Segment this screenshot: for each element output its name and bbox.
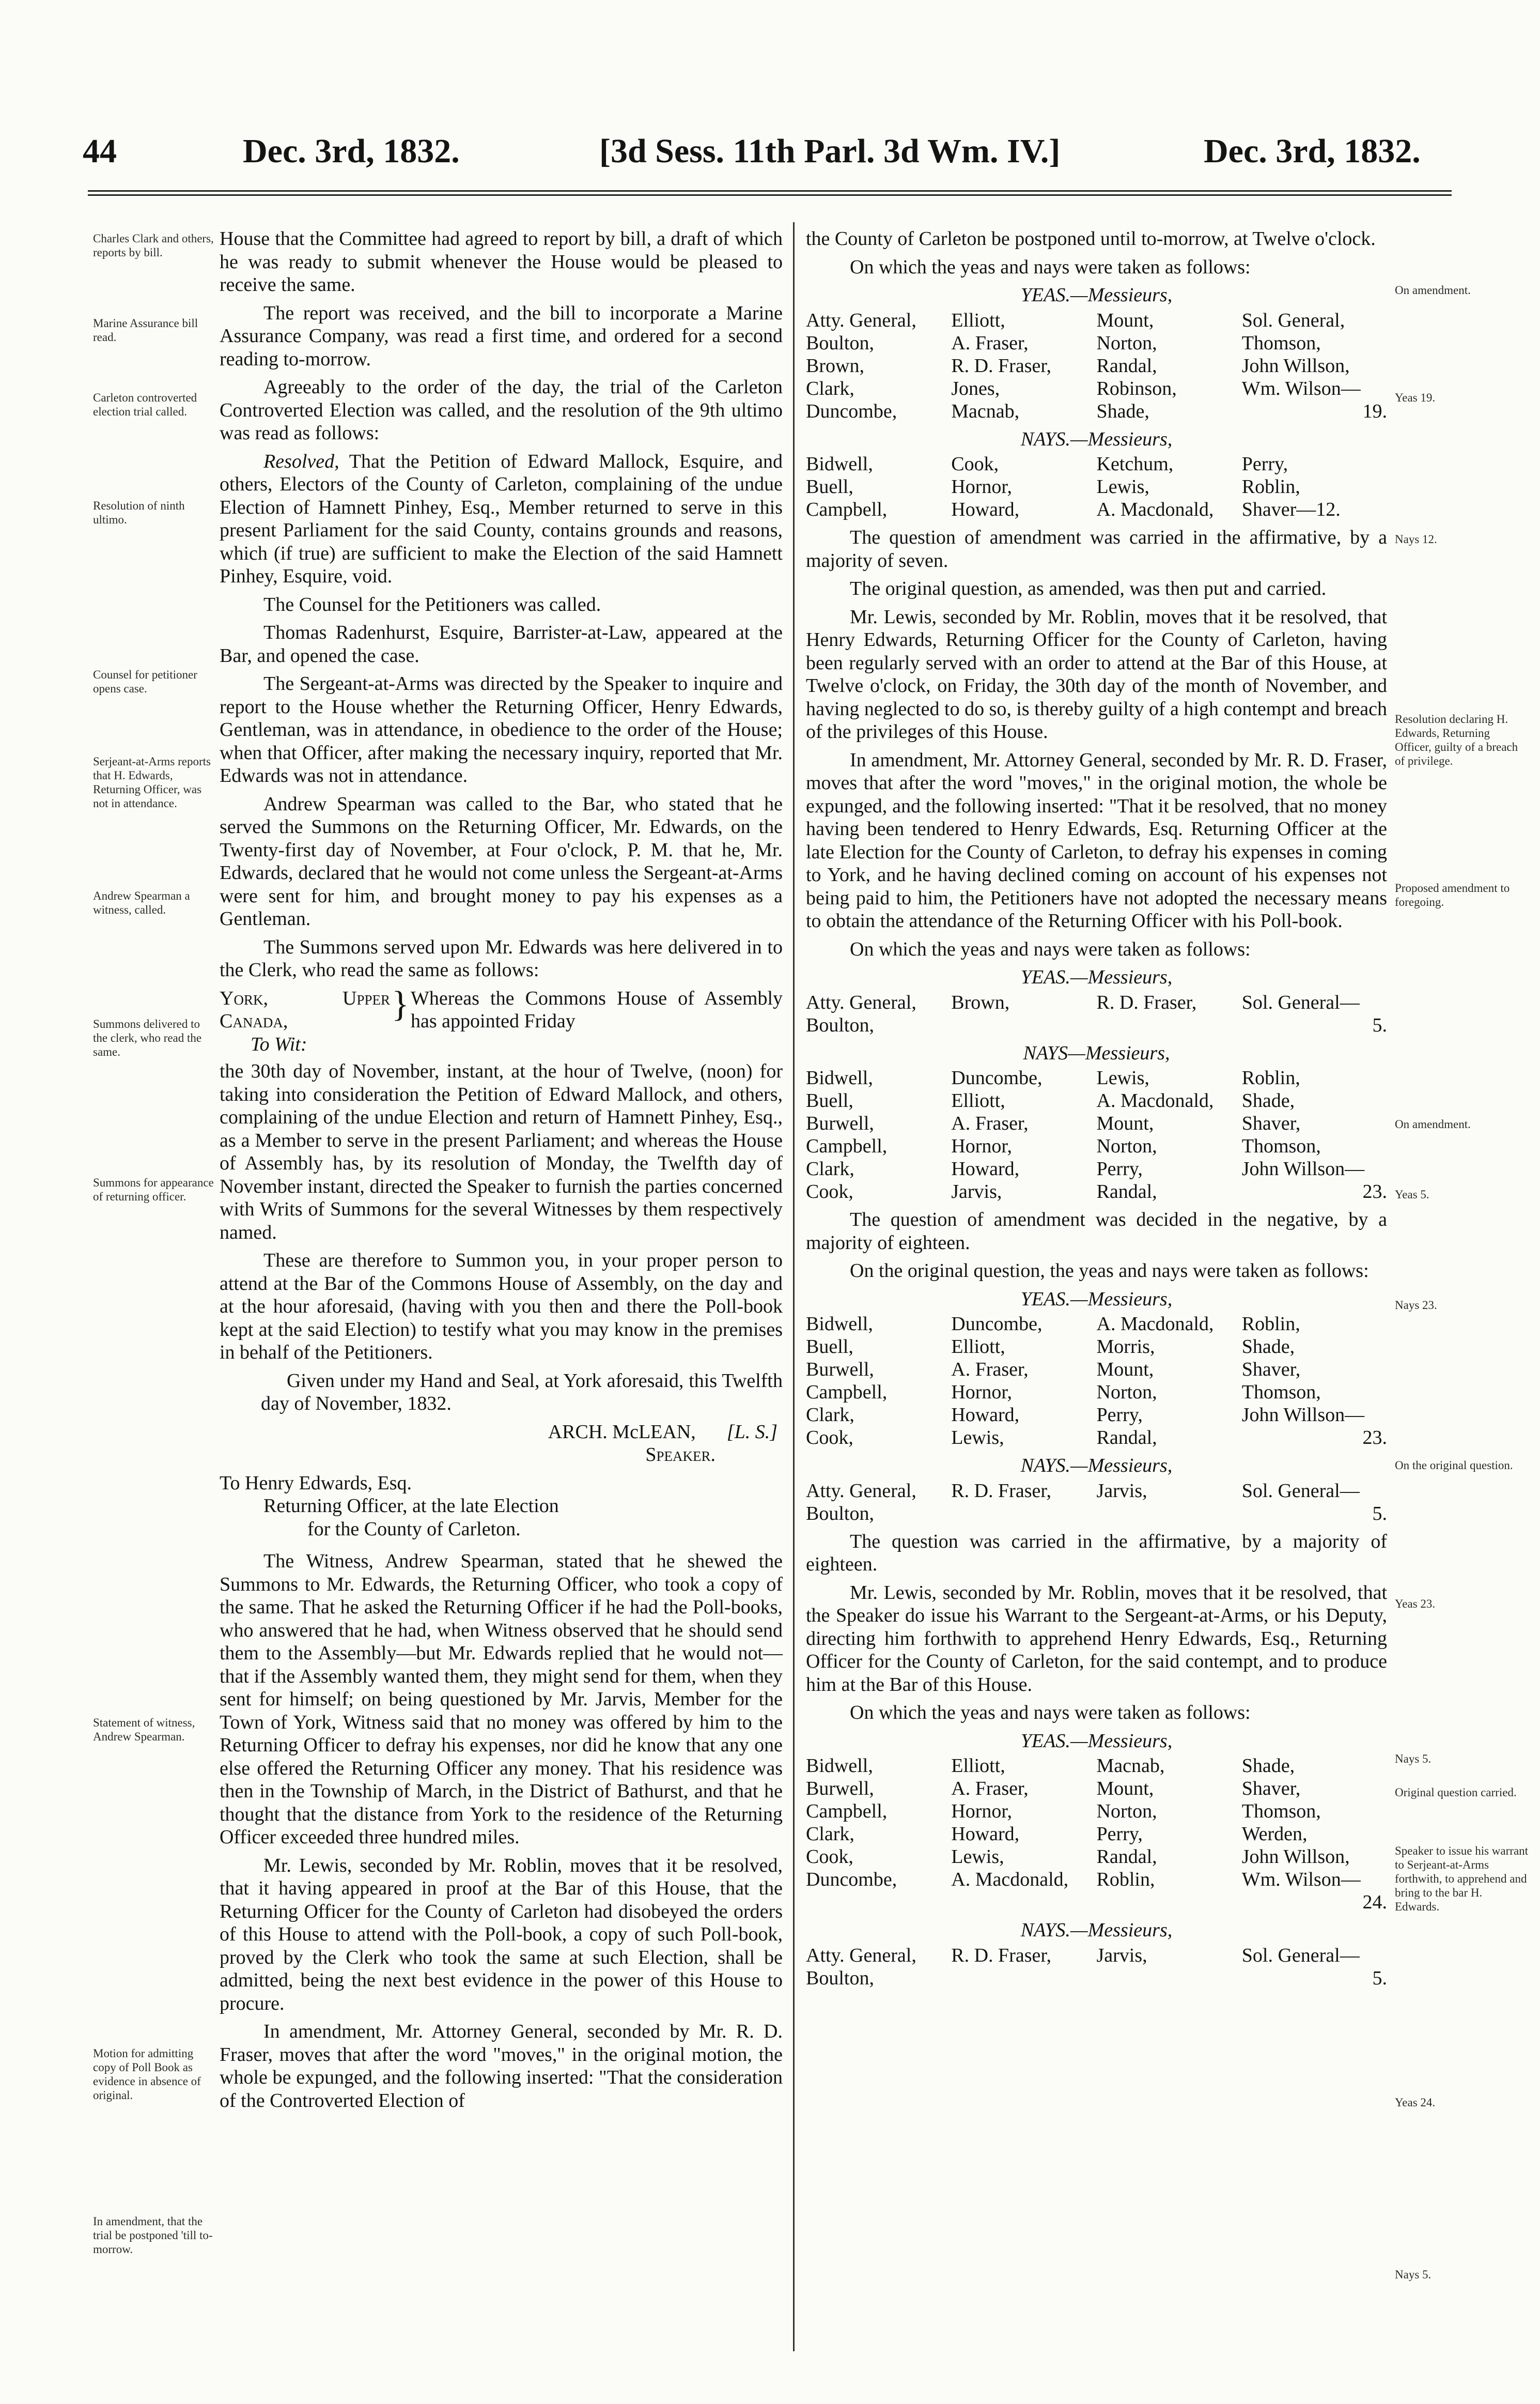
member-name: Randal, bbox=[1096, 1181, 1157, 1203]
member-name: Randal, bbox=[1096, 1427, 1157, 1448]
member-name: Thomson, bbox=[1241, 332, 1321, 354]
vote-row bbox=[806, 1967, 1387, 1990]
member-name: Roblin, bbox=[1241, 476, 1300, 498]
member-name bbox=[951, 1967, 1096, 1990]
paragraph: the County of Carleton be postponed until to-morrow, at Twelve o'clock. bbox=[806, 228, 1376, 250]
vote-row bbox=[806, 1014, 1387, 1037]
header-rule-bottom bbox=[88, 194, 1452, 196]
member-name: Cook, bbox=[806, 1181, 853, 1203]
vote-row bbox=[806, 1426, 1387, 1449]
member-name: Hornor, bbox=[951, 1800, 1012, 1822]
member-name: A. Macdonald, bbox=[1096, 1313, 1214, 1335]
member-name: Hornor, bbox=[951, 476, 1012, 498]
vote-row bbox=[806, 1180, 1387, 1203]
member-name: Randal, bbox=[1096, 355, 1157, 377]
member-name: Sol. General— bbox=[1241, 1480, 1360, 1502]
member-name: 5. bbox=[1372, 1014, 1387, 1036]
summons-to-wit: To Wit: bbox=[251, 1033, 307, 1055]
member-name: Clark, bbox=[806, 377, 854, 399]
member-name: Morris, bbox=[1096, 1336, 1155, 1358]
vote-row bbox=[806, 1112, 1387, 1135]
yeas-heading: YEAS.—Messieurs, bbox=[1020, 966, 1173, 988]
member-name bbox=[951, 1891, 1096, 1914]
member-name: Bidwell, bbox=[806, 453, 873, 475]
member-name: Elliott, bbox=[951, 1336, 1005, 1358]
paragraph: Mr. Lewis, seconded by Mr. Roblin, moves that it be resolved, that the Speaker do issue his Warrant to the Sergeant-at-Arms, or his Deputy, directing him forthwith to apprehend Henry Edwards, Esq., Returning Officer for the County of Carleton, for the said contempt, and to produce him at the Bar of this House. bbox=[806, 1581, 1387, 1696]
member-name: Buell, bbox=[806, 476, 853, 498]
member-name: A. Macdonald, bbox=[951, 1869, 1069, 1890]
member-name: Brown, bbox=[806, 355, 864, 377]
member-name: Sol. General— bbox=[1241, 991, 1360, 1013]
member-name: Ketchum, bbox=[1096, 453, 1174, 475]
member-name: 23. bbox=[1362, 1427, 1387, 1448]
member-name: Cook, bbox=[806, 1427, 853, 1448]
member-name: Perry, bbox=[1096, 1823, 1143, 1845]
member-name: Sol. General— bbox=[1241, 1944, 1360, 1966]
member-name: Jarvis, bbox=[1096, 1944, 1147, 1966]
member-name: Shaver, bbox=[1241, 1778, 1301, 1799]
paragraph: On which the yeas and nays were taken as follows: bbox=[850, 938, 1251, 960]
member-name: Norton, bbox=[1096, 1381, 1157, 1403]
member-name bbox=[951, 1014, 1096, 1037]
signature: ARCH. McLEAN, bbox=[548, 1421, 696, 1443]
member-name: Boulton, bbox=[806, 1502, 874, 1524]
paragraph: Agreeably to the order of the day, the trial of the Carleton Controverted Election was called, and the resolution of the 9th ultimo was read as follows: bbox=[220, 376, 783, 444]
member-name: Campbell, bbox=[806, 1135, 888, 1157]
paragraph: The question of amendment was decided in the negative, by a majority of eighteen. bbox=[806, 1209, 1387, 1254]
member-name: Perry, bbox=[1241, 453, 1288, 475]
vote-row bbox=[806, 1313, 1387, 1335]
margin-note: Original question carried. bbox=[1395, 1786, 1517, 1799]
member-name: Duncombe, bbox=[951, 1313, 1043, 1335]
vote-row bbox=[806, 1777, 1387, 1800]
paragraph: Mr. Lewis, seconded by Mr. Roblin, moves that it be resolved, that it having appeared in proof at the Bar of this House, that the Returning Officer for the County of Carleton had disobeyed the orders of this House to attend with the Poll-book, a copy of such Poll-book, proved by the Clerk who took the same at such Election, shall be admitted, being the next best evidence in the power of this House to procure. bbox=[220, 1854, 783, 2014]
member-name: Buell, bbox=[806, 1336, 853, 1358]
vote-table bbox=[806, 309, 1387, 423]
nays-heading: NAYS.—Messieurs, bbox=[1020, 428, 1173, 450]
member-name: A. Macdonald, bbox=[1096, 1090, 1214, 1112]
member-name: Hornor, bbox=[951, 1135, 1012, 1157]
member-name: Norton, bbox=[1096, 1135, 1157, 1157]
member-name: Cook, bbox=[951, 453, 999, 475]
member-name: Bidwell, bbox=[806, 1313, 873, 1335]
vote-row bbox=[806, 1944, 1387, 1967]
member-name: Mount, bbox=[1096, 1359, 1154, 1380]
member-name: Elliott, bbox=[951, 309, 1005, 331]
member-name: Buell, bbox=[806, 1090, 853, 1112]
vote-row bbox=[806, 1800, 1387, 1823]
member-name: Campbell, bbox=[806, 1800, 888, 1822]
member-name: Clark, bbox=[806, 1158, 854, 1180]
yeas-heading: YEAS.—Messieurs, bbox=[1020, 1288, 1173, 1310]
margin-note: Motion for admitting copy of Poll Book as evidence in absence of original. bbox=[93, 2047, 201, 2102]
member-name: Jarvis, bbox=[1096, 1480, 1147, 1502]
header-session: [3d Sess. 11th Parl. 3d Wm. IV.] bbox=[599, 132, 1061, 170]
member-name: Shade, bbox=[1241, 1090, 1295, 1112]
member-name: Bidwell, bbox=[806, 1755, 873, 1777]
vote-row bbox=[806, 400, 1387, 423]
vote-table bbox=[806, 453, 1387, 521]
vote-row bbox=[806, 309, 1387, 332]
margin-note: In amendment, that the trial be postponed 'till to-morrow. bbox=[93, 2215, 213, 2256]
member-name bbox=[806, 1891, 951, 1914]
member-name: Shaver, bbox=[1241, 1359, 1301, 1380]
member-name: R. D. Fraser, bbox=[951, 355, 1051, 377]
paragraph: On the original question, the yeas and nays were taken as follows: bbox=[850, 1260, 1369, 1282]
member-name: A. Macdonald, bbox=[1096, 499, 1214, 520]
vote-row bbox=[806, 1067, 1387, 1089]
member-name: 23. bbox=[1362, 1181, 1387, 1203]
member-name bbox=[1097, 1014, 1242, 1037]
member-name bbox=[1097, 1502, 1242, 1525]
member-name: Shade, bbox=[1241, 1336, 1295, 1358]
paragraph: The Summons served upon Mr. Edwards was here delivered in to the Clerk, who read the same as follows: bbox=[220, 936, 783, 981]
summons-paragraph: These are therefore to Summon you, in your proper person to attend at the Bar of the Commons House of Assembly, on the day and at the hour aforesaid, (having with you then and there the Poll-book kept at the said Election) to testify what you may know in the premises in behalf of the Petitioners. bbox=[220, 1250, 783, 1363]
member-name: Howard, bbox=[951, 1404, 1020, 1426]
vote-row bbox=[806, 475, 1387, 498]
paragraph: On which the yeas and nays were taken as follows: bbox=[850, 256, 1251, 278]
vote-row bbox=[806, 1335, 1387, 1358]
member-name bbox=[1097, 1967, 1242, 1990]
margin-note: Summons delivered to the clerk, who read the same. bbox=[93, 1018, 202, 1058]
summons-body: the 30th day of November, instant, at the hour of Twelve, (noon) for taking into consideration the Petition of Edward Mallock, and others, complaining of the undue Election and return of Hamnett Pinhey, Esq., as a Member to serve in the present Parliament; and whereas the House of Assembly has, by its resolution of Monday, the Twelfth day of November instant, directed the Speaker to furnish the parties concerned with Writs of Summons for the several Witnesses by them respectively named. bbox=[220, 1060, 783, 1243]
member-name: A. Fraser, bbox=[951, 1778, 1029, 1799]
paragraph: The report was received, and the bill to incorporate a Marine Assurance Company, was read a first time, and ordered for a second reading to-morrow. bbox=[220, 302, 783, 370]
margin-note: Resolution of ninth ultimo. bbox=[93, 499, 185, 526]
page-header bbox=[83, 132, 1452, 178]
vote-table bbox=[806, 991, 1387, 1037]
vote-table bbox=[806, 1067, 1387, 1203]
vote-row bbox=[806, 1480, 1387, 1502]
paragraph: The question was carried in the affirmative, by a majority of eighteen. bbox=[806, 1530, 1387, 1575]
margin-note: Yeas 23. bbox=[1395, 1597, 1436, 1610]
member-name: A. Fraser, bbox=[951, 332, 1029, 354]
summons-heading bbox=[220, 984, 783, 1056]
member-name: A. Fraser, bbox=[951, 1113, 1029, 1134]
member-name: Boulton, bbox=[806, 1967, 874, 1989]
member-name: Atty. General, bbox=[806, 991, 916, 1013]
resolution-paragraph bbox=[220, 450, 783, 588]
member-name: Robinson, bbox=[1096, 377, 1177, 399]
vote-row bbox=[806, 991, 1387, 1014]
margin-note: Nays 5. bbox=[1395, 1752, 1432, 1765]
paragraph: Mr. Lewis, seconded by Mr. Roblin, moves that it be resolved, that Henry Edwards, Returning Officer for the County of Carleton, having been regularly served with an order to attend at the Bar of this House, at Twelve o'clock, on Friday, the 30th day of the month of November, and having neglected to do so, is thereby guilty of a high contempt and breach of the privileges of this House. bbox=[806, 606, 1387, 743]
vote-row bbox=[806, 1823, 1387, 1845]
address-block bbox=[220, 1472, 783, 1541]
member-name: John Willson, bbox=[1241, 355, 1350, 377]
member-name: Lewis, bbox=[1096, 1067, 1149, 1089]
paragraph: Andrew Spearman was called to the Bar, who stated that he served the Summons on the Returning Officer, Mr. Edwards, on the Twenty-first day of November, at Four o'clock, P. M. that he, Mr. Edwards, declared that he would not come unless the Sergeant-at-Arms were sent for him, and brought money to pay his expenses as a Gentleman. bbox=[220, 793, 783, 930]
member-name: R. D. Fraser, bbox=[951, 1944, 1051, 1966]
paragraph: The question of amendment was carried in the affirmative, by a majority of seven. bbox=[806, 527, 1387, 572]
margin-note: On the original question. bbox=[1395, 1459, 1513, 1472]
header-date-left: Dec. 3rd, 1832. bbox=[243, 132, 460, 170]
paragraph: In amendment, Mr. Attorney General, seconded by Mr. R. D. Fraser, moves that after the word "moves," in the original motion, the whole be expunged, and the following inserted: "That it be resolved, that no money having been tendered to Henry Edwards, Esq. Returning Officer at the late Election for the County of Carleton, to defray his expenses in coming to York, and he having declined coming on account of his expenses not being paid to him, the Petitioners have not adopted the necessary means to obtain the attendance of the Returning Officer with his Poll-book. bbox=[806, 749, 1387, 932]
margin-note: Yeas 24. bbox=[1395, 2096, 1436, 2109]
yeas-heading: YEAS.—Messieurs, bbox=[1020, 1730, 1173, 1752]
member-name: Roblin, bbox=[1241, 1067, 1300, 1089]
paragraph: The Sergeant-at-Arms was directed by the Speaker to inquire and report to the House whether the Returning Officer, Henry Edwards, Gentleman, was in attendance, in obedience to the order of the House; when that Officer, after making the necessary inquiry, reported that Mr. Edwards was not in attendance. bbox=[220, 673, 783, 787]
member-name: Howard, bbox=[951, 499, 1020, 520]
member-name: 5. bbox=[1372, 1502, 1387, 1524]
vote-table bbox=[806, 1313, 1387, 1449]
member-name: 19. bbox=[1362, 400, 1387, 422]
member-name: Perry, bbox=[1096, 1158, 1143, 1180]
margin-note: Yeas 5. bbox=[1395, 1188, 1429, 1201]
member-name: Jones, bbox=[951, 377, 1000, 399]
member-name: Boulton, bbox=[806, 1014, 874, 1036]
margin-note: Resolution declaring H. Edwards, Returning Officer, guilty of a breach of privilege. bbox=[1395, 713, 1518, 767]
member-name: Werden, bbox=[1241, 1823, 1308, 1845]
member-name: Macnab, bbox=[1096, 1755, 1165, 1777]
margin-note: On amendment. bbox=[1395, 1118, 1471, 1131]
address-line: for the County of Carleton. bbox=[307, 1518, 521, 1540]
member-name: Norton, bbox=[1096, 1800, 1157, 1822]
paragraph: House that the Committee had agreed to report by bill, a draft of which he was ready to submit whenever the House would be pleased to receive the same. bbox=[220, 228, 783, 296]
resolution-text: That the Petition of Edward Mallock, Esquire, and others, Electors of the County of Carleton, complaining of the undue Election of Hamnett Pinhey, Esq., Member returned to serve in this present Parliament for the said County, contains grounds and reasons, which (if true) are sufficient to make the Election of the said Hamnett Pinhey, Esquire, void. bbox=[220, 450, 783, 587]
member-name: Mount, bbox=[1096, 1778, 1154, 1799]
vote-row bbox=[806, 377, 1387, 400]
header-date-right: Dec. 3rd, 1832. bbox=[1204, 132, 1421, 170]
member-name: Cook, bbox=[806, 1846, 853, 1868]
vote-row bbox=[806, 1404, 1387, 1426]
margin-note: Summons for appearance of returning officer. bbox=[93, 1176, 214, 1203]
member-name: Howard, bbox=[951, 1158, 1020, 1180]
member-name: Duncombe, bbox=[806, 400, 897, 422]
member-name: John Willson— bbox=[1241, 1158, 1365, 1180]
member-name: Shaver—12. bbox=[1241, 499, 1341, 520]
nays-heading: NAYS.—Messieurs, bbox=[1020, 1455, 1173, 1476]
vote-row bbox=[806, 1089, 1387, 1112]
margin-note: Charles Clark and others, reports by bill. bbox=[93, 232, 214, 259]
member-name: Elliott, bbox=[951, 1755, 1005, 1777]
member-name: Howard, bbox=[951, 1823, 1020, 1845]
member-name: John Willson— bbox=[1241, 1404, 1365, 1426]
vote-row bbox=[806, 1891, 1387, 1914]
member-name bbox=[1097, 1891, 1242, 1914]
member-name: Roblin, bbox=[1241, 1313, 1300, 1335]
brace-glyph: } bbox=[392, 984, 409, 1024]
signature-title: Speaker. bbox=[645, 1444, 715, 1466]
member-name: Perry, bbox=[1096, 1404, 1143, 1426]
member-name: Clark, bbox=[806, 1404, 854, 1426]
vote-row bbox=[806, 1502, 1387, 1525]
member-name: Macnab, bbox=[951, 400, 1020, 422]
member-name: Atty. General, bbox=[806, 309, 916, 331]
member-name: R. D. Fraser, bbox=[1096, 991, 1197, 1013]
member-name: Wm. Wilson— bbox=[1241, 1869, 1361, 1890]
member-name: Boulton, bbox=[806, 332, 874, 354]
member-name: Mount, bbox=[1096, 309, 1154, 331]
vote-row bbox=[806, 1381, 1387, 1404]
vote-row bbox=[806, 1135, 1387, 1158]
vote-row bbox=[806, 1158, 1387, 1180]
vote-row bbox=[806, 1868, 1387, 1891]
member-name: Burwell, bbox=[806, 1359, 874, 1380]
member-name: Campbell, bbox=[806, 1381, 888, 1403]
member-name: Roblin, bbox=[1096, 1869, 1155, 1890]
address-line: Returning Officer, at the late Election bbox=[263, 1495, 559, 1517]
member-name: A. Fraser, bbox=[951, 1359, 1029, 1380]
address-line: To Henry Edwards, Esq. bbox=[220, 1472, 412, 1494]
paragraph: Thomas Radenhurst, Esquire, Barrister-at-Law, appeared at the Bar, and opened the case. bbox=[220, 622, 783, 667]
member-name: Thomson, bbox=[1241, 1381, 1321, 1403]
margin-note: Carleton controverted election trial called. bbox=[93, 391, 197, 418]
member-name: 24. bbox=[1362, 1891, 1387, 1913]
vote-row bbox=[806, 1845, 1387, 1868]
left-column bbox=[220, 227, 783, 2117]
paragraph: The Counsel for the Petitioners was called. bbox=[263, 593, 601, 615]
paragraph: The original question, as amended, was then put and carried. bbox=[850, 578, 1327, 599]
member-name: Brown, bbox=[951, 991, 1010, 1013]
summons-body-start: Whereas the Commons House of Assembly has appointed Friday bbox=[411, 987, 783, 1032]
nays-heading: NAYS.—Messieurs, bbox=[1020, 1919, 1173, 1941]
margin-note: Speaker to issue his warrant to Serjeant-at-Arms forthwith, to apprehend and bring to the bar H. Edwards. bbox=[1395, 1844, 1529, 1913]
column-divider bbox=[793, 222, 795, 2351]
member-name: Shade, bbox=[1241, 1755, 1295, 1777]
margin-note: Counsel for petitioner opens case. bbox=[93, 668, 197, 695]
margin-note: Nays 23. bbox=[1395, 1299, 1437, 1312]
member-name: Wm. Wilson— bbox=[1241, 377, 1361, 399]
member-name: Elliott, bbox=[951, 1090, 1005, 1112]
vote-row bbox=[806, 355, 1387, 377]
member-name: Bidwell, bbox=[806, 1067, 873, 1089]
member-name: Lewis, bbox=[1096, 476, 1149, 498]
vote-row bbox=[806, 1754, 1387, 1777]
member-name: Atty. General, bbox=[806, 1944, 916, 1966]
member-name: Clark, bbox=[806, 1823, 854, 1845]
member-name: Hornor, bbox=[951, 1381, 1012, 1403]
member-name: Burwell, bbox=[806, 1113, 874, 1134]
margin-note: Andrew Spearman a witness, called. bbox=[93, 889, 190, 916]
right-column bbox=[806, 227, 1387, 1995]
member-name: R. D. Fraser, bbox=[951, 1480, 1051, 1502]
margin-note: Statement of witness, Andrew Spearman. bbox=[93, 1716, 195, 1743]
margin-note: Serjeant-at-Arms reports that H. Edwards, Returning Officer, was not in attendance. bbox=[93, 755, 211, 810]
member-name: Duncombe, bbox=[951, 1067, 1043, 1089]
header-rule-top bbox=[88, 190, 1452, 192]
given-under: Given under my Hand and Seal, at York aforesaid, this Twelfth day of November, 1832. bbox=[261, 1369, 783, 1414]
member-name: Lewis, bbox=[951, 1846, 1004, 1868]
member-name: Atty. General, bbox=[806, 1480, 916, 1502]
vote-row bbox=[806, 1358, 1387, 1381]
margin-note: Proposed amendment to foregoing. bbox=[1395, 882, 1510, 908]
vote-row bbox=[806, 498, 1387, 521]
yeas-heading: YEAS.—Messieurs, bbox=[1020, 284, 1173, 306]
member-name: Lewis, bbox=[951, 1427, 1004, 1448]
page-number: 44 bbox=[83, 132, 117, 170]
member-name bbox=[951, 1502, 1096, 1525]
member-name: Burwell, bbox=[806, 1778, 874, 1799]
member-name: Duncombe, bbox=[806, 1869, 897, 1890]
member-name: Shaver, bbox=[1241, 1113, 1301, 1134]
member-name: Thomson, bbox=[1241, 1135, 1321, 1157]
member-name: Jarvis, bbox=[951, 1181, 1002, 1203]
nays-heading: NAYS—Messieurs, bbox=[1023, 1042, 1170, 1064]
summons-place: York, Upper Canada, bbox=[220, 987, 390, 1032]
member-name: Campbell, bbox=[806, 499, 888, 520]
vote-row bbox=[806, 453, 1387, 475]
member-name: Thomson, bbox=[1241, 1800, 1321, 1822]
margin-note: Marine Assurance bill read. bbox=[93, 317, 198, 344]
member-name: Shade, bbox=[1096, 400, 1149, 422]
paragraph: On which the yeas and nays were taken as follows: bbox=[850, 1702, 1251, 1723]
margin-note: On amendment. bbox=[1395, 284, 1471, 297]
paragraph: In amendment, Mr. Attorney General, seconded by Mr. R. D. Fraser, moves that after the word "moves," in the original motion, the whole be expunged, and the following inserted: "That the consideration of the Controverted Election of bbox=[220, 2021, 783, 2112]
margin-note: Nays 12. bbox=[1395, 533, 1437, 546]
margin-note: Yeas 19. bbox=[1395, 391, 1436, 404]
member-name: Mount, bbox=[1096, 1113, 1154, 1134]
resolved-label: Resolved, bbox=[263, 450, 339, 472]
margin-note: Nays 5. bbox=[1395, 2268, 1432, 2281]
member-name: Randal, bbox=[1096, 1846, 1157, 1868]
vote-table bbox=[806, 1944, 1387, 1990]
vote-row bbox=[806, 332, 1387, 355]
vote-table bbox=[806, 1480, 1387, 1525]
seal: [L. S.] bbox=[726, 1421, 777, 1443]
member-name: Norton, bbox=[1096, 332, 1157, 354]
paragraph: The Witness, Andrew Spearman, stated that he shewed the Summons to Mr. Edwards, the Returning Officer, who took a copy of the same. That he asked the Returning Officer if he had the Poll-books, who answered that he had, when Witness observed that he should send them to the Assembly—but Mr. Edwards replied that he would not—that if the Assembly wanted them, they might send for them, when they sent for himself; on being questioned by Mr. Jarvis, Member for the Town of York, Witness said that no money was offered by him to the Returning Officer to defray his expenses, nor did he know that any one else offered the Returning Officer any money. That his residence was then in the Township of March, in the District of Bathurst, and that he thought that the distance from York to the residence of the Returning Officer exceeded three hundred miles. bbox=[220, 1550, 783, 1848]
signature-line bbox=[220, 1421, 783, 1444]
vote-table bbox=[806, 1754, 1387, 1914]
member-name: John Willson, bbox=[1241, 1846, 1350, 1868]
member-name: Sol. General, bbox=[1241, 309, 1345, 331]
member-name: 5. bbox=[1372, 1967, 1387, 1989]
